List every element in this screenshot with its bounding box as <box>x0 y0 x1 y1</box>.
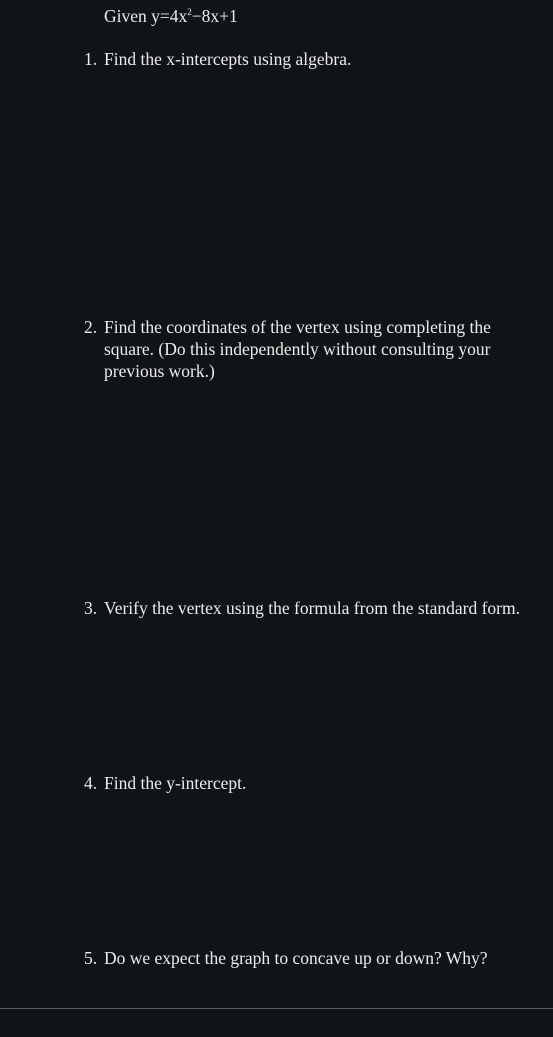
given-rest: −8x+1 <box>191 6 238 26</box>
question-number: 2. <box>84 317 98 337</box>
question-4 <box>84 772 524 794</box>
question-number: 5. <box>84 948 98 968</box>
question-1 <box>84 48 524 70</box>
given-equation <box>104 5 238 27</box>
bottom-divider <box>0 1008 553 1009</box>
given-label: Given y=4x <box>104 6 188 26</box>
question-text: Find the y-intercept. <box>104 773 247 793</box>
question-text: Do we expect the graph to concave up or down? Why? <box>104 948 488 968</box>
question-number: 3. <box>84 598 98 618</box>
question-5 <box>84 947 544 969</box>
question-text: Find the coordinates of the vertex using completing the square. (Do this independently without consulting your previous work.) <box>104 317 491 381</box>
question-text: Find the x-intercepts using algebra. <box>104 49 352 69</box>
question-2 <box>84 316 524 382</box>
question-number: 4. <box>84 773 98 793</box>
question-3 <box>84 597 524 619</box>
given-exponent: 2 <box>187 7 192 17</box>
question-number: 1. <box>84 49 98 69</box>
question-text: Verify the vertex using the formula from the standard form. <box>104 598 520 618</box>
